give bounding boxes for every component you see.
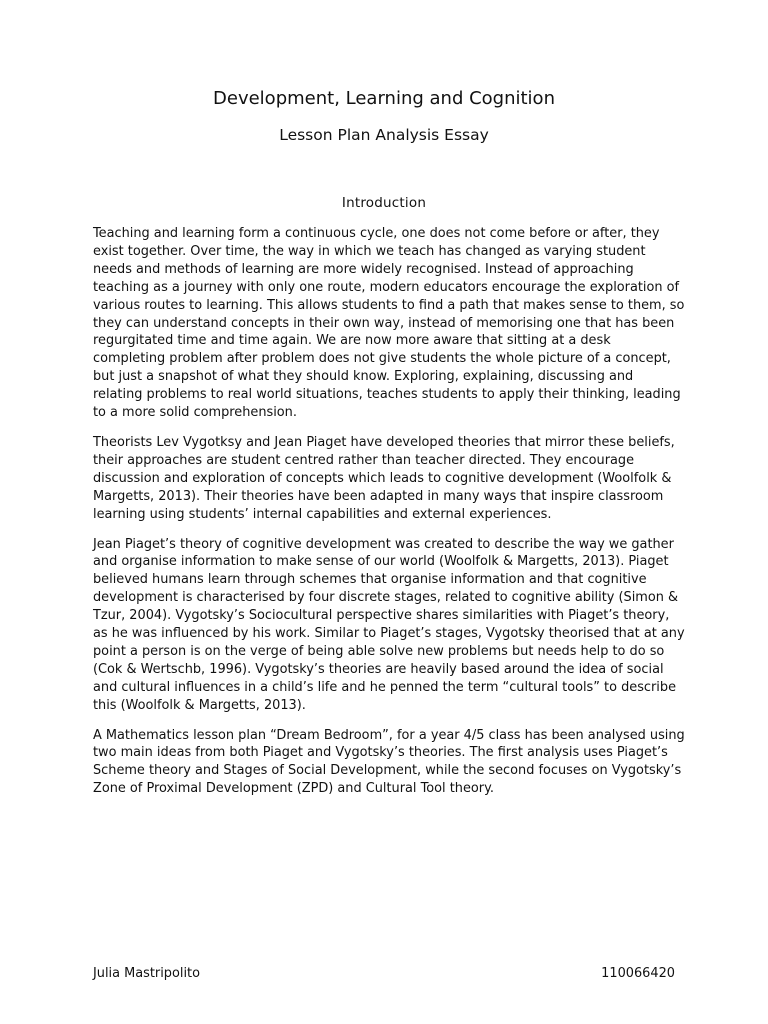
document-body — [93, 225, 685, 810]
document-title: Development, Learning and Cognition — [213, 88, 555, 109]
footer-author: Julia Mastripolito — [93, 966, 200, 981]
footer-student-id: 110066420 — [601, 966, 675, 981]
document-subtitle: Lesson Plan Analysis Essay — [279, 126, 489, 144]
paragraph: A Mathematics lesson plan “Dream Bedroom”, for a year 4/5 class has been analysed using two main ideas from both Piaget and Vygotsky’s theories. The first analysis uses Piaget’s Scheme theory and Stages of Social Development, while the second focuses on Vygotsky’s Zone of Proximal Development (ZPD) and Cultural Tool theory. — [93, 727, 685, 797]
section-heading-introduction: Introduction — [341, 195, 427, 211]
paragraph: Theorists Lev Vygotksy and Jean Piaget have developed theories that mirror these beliefs, their approaches are student centred rather than teacher directed. They encourage discussion and exploration of concepts which leads to cognitive development (Woolfolk & Margetts, 2013). Their theories have been adapted in many ways that inspire classroom learning using students’ internal capabilities and external experiences. — [93, 434, 675, 522]
paragraph: Jean Piaget’s theory of cognitive development was created to describe the way we gather and organise information to make sense of our world (Woolfolk & Margetts, 2013). Piaget believed humans learn through schemes that organise information and that cognitive development is characterised by four discrete stages, related to cognitive ability (Simon & Tzur, 2004). Vygotsky’s Sociocultural perspective shares similarities with Piaget’s theory, as he was influenced by his work. Similar to Piaget’s stages, Vygotsky theorised that at any point a person is on the verge of being able solve new problems but needs help to do so (Cok & Wertschb, 1996). Vygotsky’s theories are heavily based around the idea of social and cultural influences in a child’s life and he penned the term “cultural tools” to describe this (Woolfolk & Margetts, 2013). — [93, 536, 685, 713]
paragraph: Teaching and learning form a continuous cycle, one does not come before or after, they exist together. Over time, the way in which we teach has changed as varying student needs and methods of learning are more widely recognised. Instead of approaching teaching as a journey with only one route, modern educators encourage the exploration of various routes to learning. This allows students to find a path that makes sense to them, so they can understand concepts in their own way, instead of memorising one that has been regurgitated time and time again. We are now more aware that sitting at a desk completing problem after problem does not give students the whole picture of a concept, but just a snapshot of what they should know. Exploring, explaining, discussing and relating problems to real world situations, teaches students to apply their thinking, leading to a more solid comprehension. — [93, 226, 685, 421]
